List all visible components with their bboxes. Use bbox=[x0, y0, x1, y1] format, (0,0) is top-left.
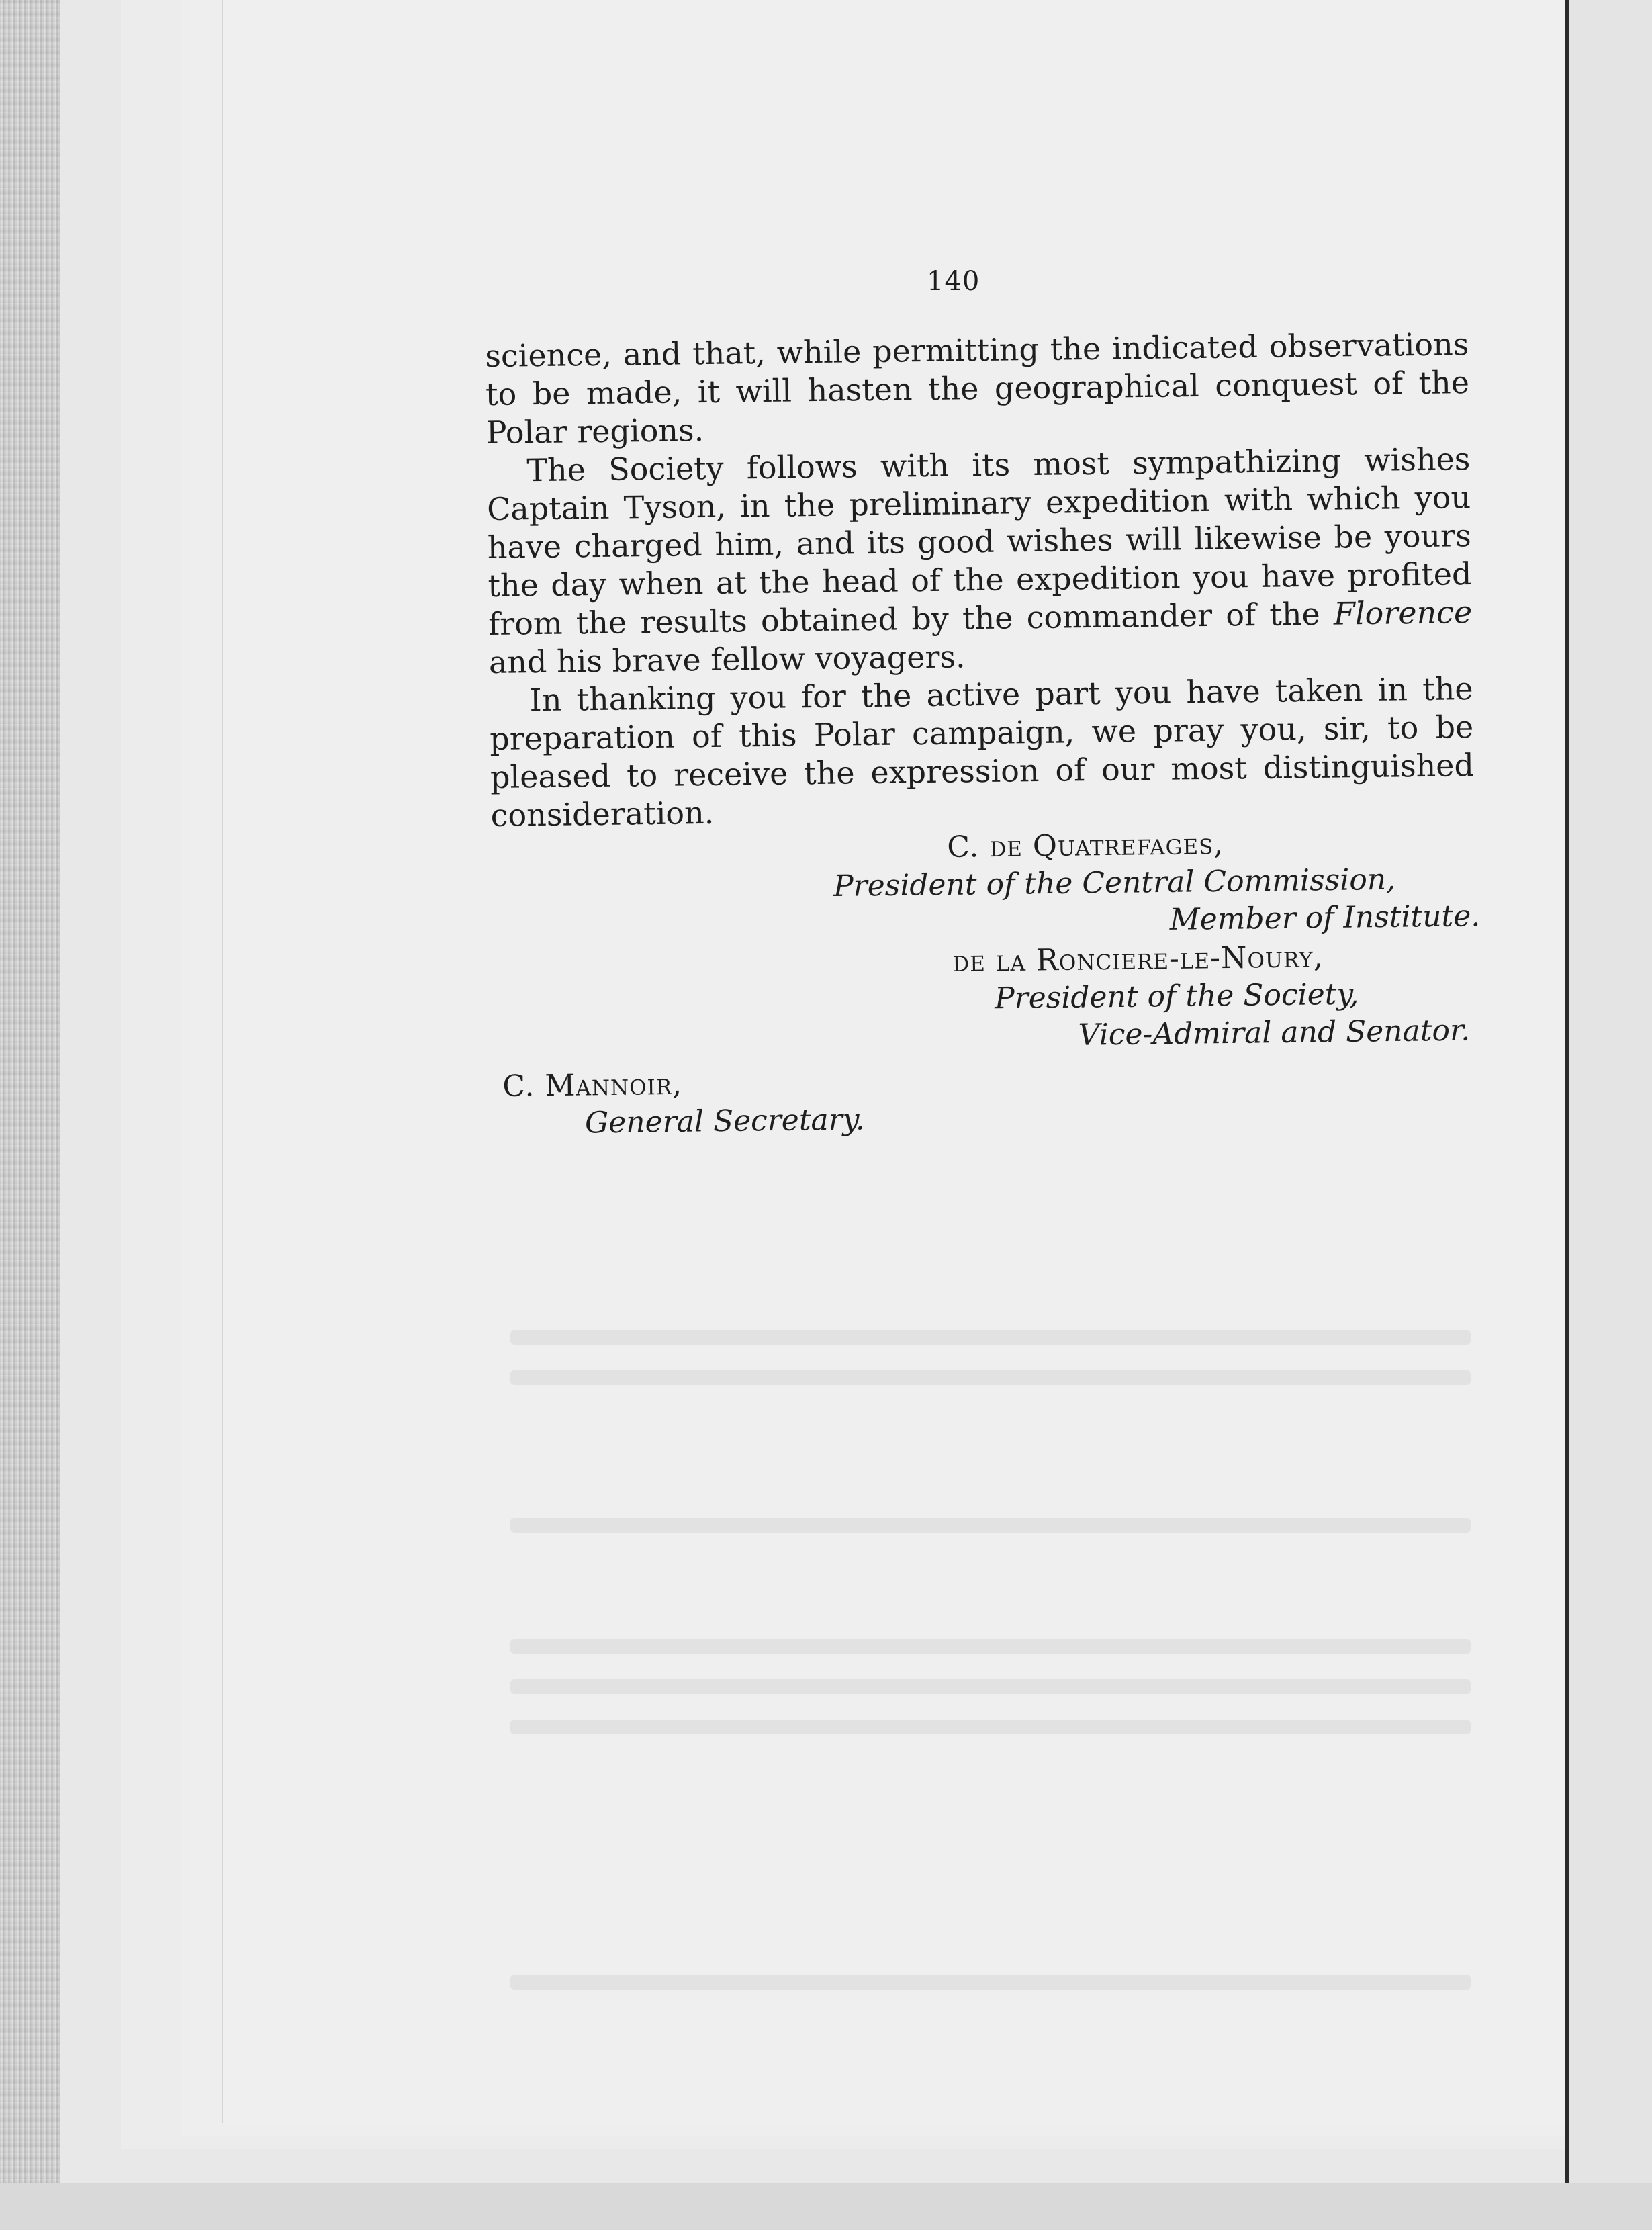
paragraph: In thanking you for the active part you have taken in the preparation of this Polar campaign, we pray you, sir, to be pleased to receive the expression of our most distinguished consideration. bbox=[489, 670, 1475, 834]
signatory-title: General Secretary. bbox=[584, 1102, 866, 1141]
signatory-title: Member of Institute. bbox=[1169, 899, 1481, 937]
bottom-margin bbox=[0, 2183, 1652, 2230]
signatory-title: President of the Central Commission, bbox=[833, 862, 1396, 903]
letter-body bbox=[485, 325, 1475, 835]
paragraph: science, and that, while permitting the indicated observations to be made, it will hasten the geographical conquest of the Polar regions. bbox=[485, 326, 1470, 451]
paragraph-text: and his brave fellow voyagers. bbox=[488, 638, 966, 680]
show-through bbox=[510, 1639, 1471, 1654]
signatory-name: C. de Quatrefages, bbox=[947, 826, 1224, 864]
paragraph bbox=[486, 440, 1473, 682]
signature-quatrefages bbox=[833, 822, 1481, 943]
paragraph-text: The Society follows with its most sympathizing wishes Captain Tyson, in the preliminary expedition with which you have charged him, and its good wishes will likewise be yours the day when at the head of the expedition you have profited from the results obtained by the commander of the bbox=[486, 441, 1472, 642]
signatory-name: C. Mannoir, bbox=[502, 1067, 683, 1104]
show-through bbox=[510, 1370, 1471, 1385]
show-through bbox=[510, 1330, 1471, 1345]
signature-ronciere bbox=[952, 937, 1471, 1056]
signatory-name: de la Ronciere-le-Noury, bbox=[952, 940, 1324, 979]
page-number: 140 bbox=[927, 266, 980, 297]
signatory-title: President of the Society, bbox=[994, 977, 1359, 1016]
signature-mannoir bbox=[502, 1063, 865, 1143]
page-edges bbox=[0, 0, 60, 2230]
printed-page bbox=[222, 0, 1566, 2123]
signatory-title: Vice-Admiral and Senator. bbox=[1078, 1013, 1471, 1053]
show-through bbox=[510, 1679, 1471, 1694]
show-through bbox=[510, 1518, 1471, 1533]
ship-name: Florence bbox=[1333, 594, 1473, 632]
show-through bbox=[510, 1720, 1471, 1734]
show-through bbox=[510, 1975, 1471, 1990]
right-margin bbox=[1569, 0, 1652, 2230]
